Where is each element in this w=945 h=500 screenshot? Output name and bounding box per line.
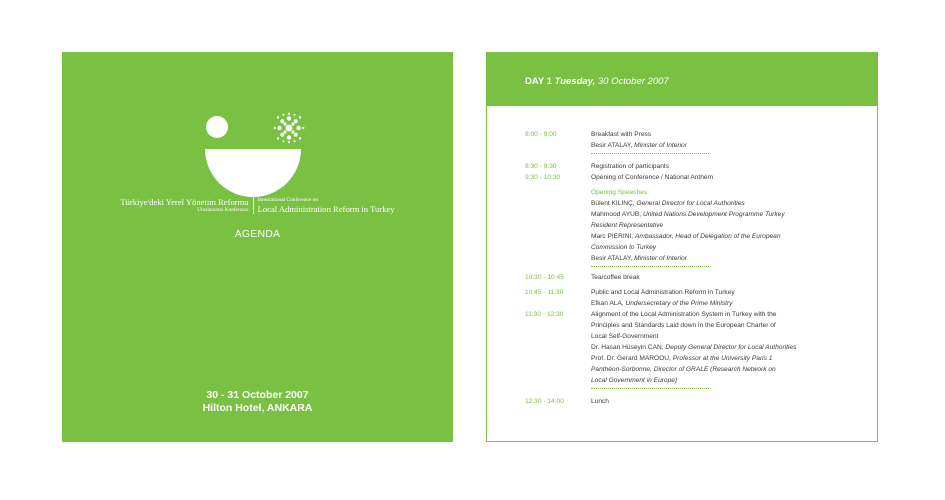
speaker-name: Bülent KILINÇ, [591,200,635,207]
speaker-role: General Director for Local Authorities [636,200,745,207]
speaker-role: Deputy General Director for Local Authorities [665,344,797,351]
agenda-title: AGENDA [234,228,281,240]
logo-wordmark [62,197,453,214]
agenda-line [487,353,877,364]
logo-english-title: Local Administration Reform in Turkey [257,204,395,214]
session-title: Lunch [591,398,609,405]
speaker [591,220,663,231]
agenda-line [487,272,877,283]
logo-english-subtitle: International Conference on [257,197,319,203]
speaker [591,231,781,242]
speaker-role: Undersecretary of the Prime Ministry [625,300,733,307]
time-slot: 11:30 - 12:30 [525,311,564,318]
speaker-role: Commission to Turkey [591,244,657,251]
agenda-line [487,375,877,386]
conference-logo-icon [197,112,317,197]
session-title: Opening of Conference / National Anthem [591,174,714,181]
speaker-role: Panthéon-Sorbonne, Director of GRALE (Research Network on [591,366,776,373]
day-date: 30 October 2007 [597,76,669,87]
agenda-line [487,172,877,183]
cover-venue: Hilton Hotel, ANKARA [202,402,313,414]
time-slot: 10:45 - 11:30 [525,289,564,296]
agenda-page [486,52,878,442]
speaker-role: Professor at the University Paris 1 [672,355,773,362]
agenda-line [487,129,877,140]
time-slot: 10:30 - 10:45 [525,274,564,281]
day-weekday: Tuesday, [554,76,596,87]
logo-english-block [254,197,395,214]
day-label: DAY 1 [525,76,552,87]
dotted-divider [487,386,877,392]
speaker-role: Local Government in Europe) [591,377,678,384]
session-title: Breakfast with Press [591,131,652,138]
opening-speeches-heading: Opening Speeches: [591,189,649,196]
speaker [591,375,677,386]
agenda-line [487,161,877,172]
speaker-name: Besir ATALAY, [591,255,633,262]
logo-turkish-subtitle: Uluslararası Konferansı [197,207,249,213]
cover-date: 30 - 31 October 2007 [206,389,309,401]
time-slot: 9:30 - 10:30 [525,174,561,181]
speaker-name: Efkan ALA, [591,300,624,307]
session-title: Tea/coffee break [591,274,640,281]
session-title: Public and Local Administration Reform in Turkey [591,289,735,296]
agenda-line [487,220,877,231]
agenda-line [487,320,877,331]
session-title: Alignment of the Local Administration System in Turkey with the [591,311,777,318]
agenda-line [487,231,877,242]
speaker-role: Resident Representative [591,222,664,229]
agenda-line [487,364,877,375]
day-header [487,53,877,106]
agenda-line [487,342,877,353]
agenda-line [487,242,877,253]
speaker [591,298,732,309]
speaker [591,140,687,151]
speaker [591,198,745,209]
agenda-line [487,331,877,342]
speaker-name: Dr. Hasan Hüseyin CAN, [591,344,664,351]
speaker [591,253,687,264]
speaker-name: Besir ATALAY, [591,142,633,149]
agenda-line [487,209,877,220]
session-title: Principles and Standards Laid down in the European Charter of [591,322,776,329]
speaker-role: Ambassador, Head of Delegation of the European [634,233,781,240]
agenda-list [487,129,877,407]
session-title: Registration of participants [591,163,670,170]
time-slot: 8:30 - 9:30 [525,163,557,170]
agenda-line [487,198,877,209]
speaker-role: Minister of Interior [634,142,687,149]
speaker [591,353,772,364]
agenda-line [487,309,877,320]
agenda-line [487,253,877,264]
speaker [591,364,776,375]
agenda-line [487,298,877,309]
logo-turkish-title: Türkiye'deki Yerel Yönetim Reformu [120,197,249,207]
dotted-divider [487,264,877,270]
agenda-line [487,396,877,407]
speaker-name: Prof. Dr. Gerard MAROOU, [591,355,671,362]
time-slot: 8:00 - 9:00 [525,131,557,138]
speaker-role: United Nations Development Programme Turkey [642,211,785,218]
cover-page [62,52,453,442]
speaker [591,209,785,220]
speaker [591,342,796,353]
dotted-divider [487,151,877,157]
logo-turkish-block [120,197,253,214]
speaker-name: Marc PIERINI, [591,233,634,240]
time-slot: 12:30 - 14:00 [525,398,564,405]
speaker-name: Mahmood AYUB, [591,211,642,218]
agenda-line [487,187,877,198]
session-title: Local Self-Government [591,333,659,340]
speaker-role: Minister of Interior [634,255,687,262]
agenda-line [487,287,877,298]
agenda-line [487,140,877,151]
speaker [591,242,656,253]
